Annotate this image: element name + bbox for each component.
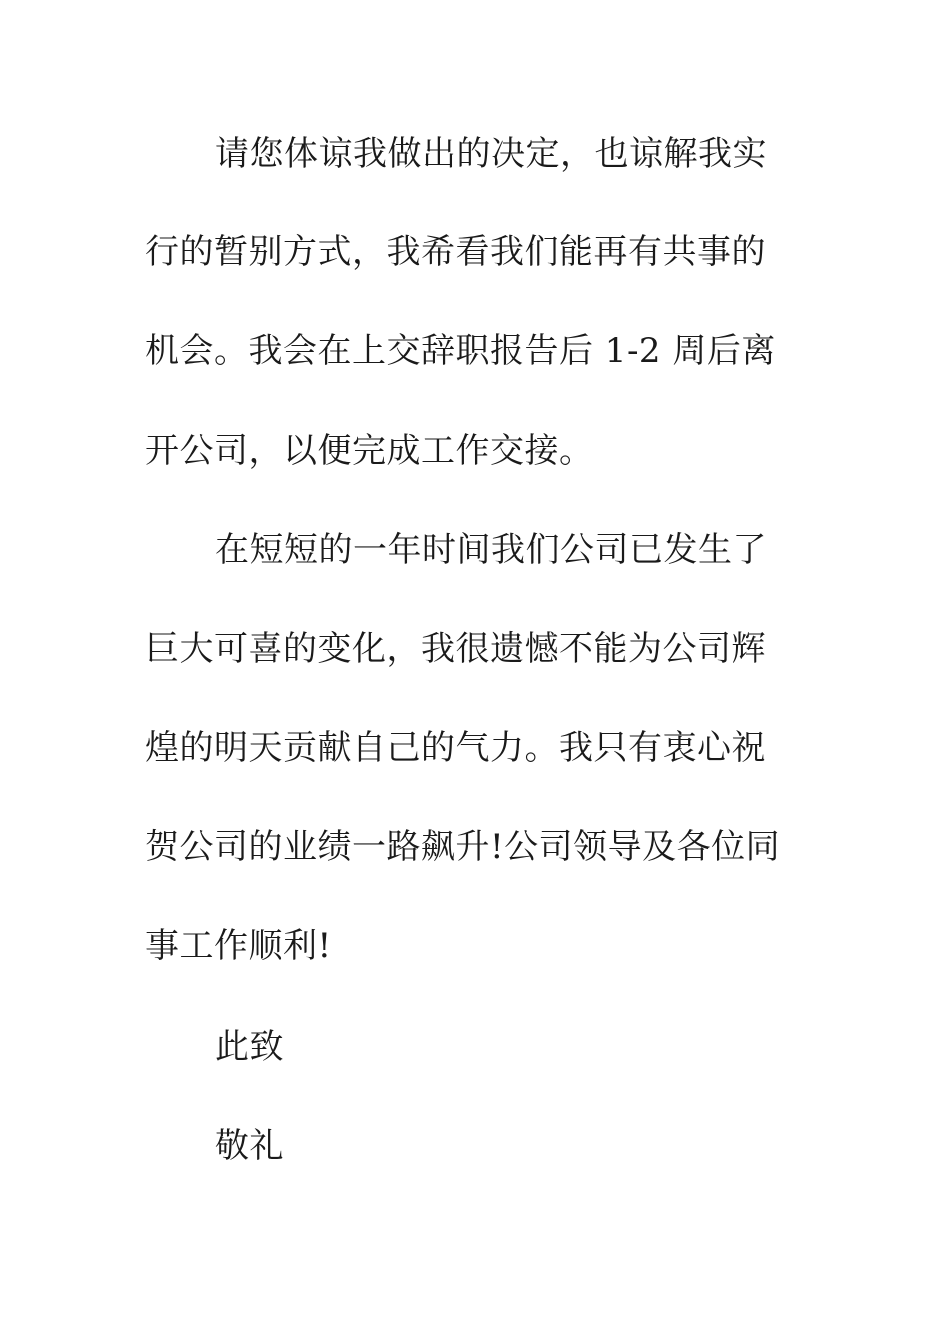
paragraph-2-line-2: 巨大可喜的变化，我很遗憾不能为公司辉 (145, 629, 766, 669)
paragraph-1-line-2: 行的暂别方式，我希看我们能再有共事的 (145, 232, 766, 272)
paragraph-2-line-5: 事工作顺利! (145, 926, 332, 966)
paragraph-1-line-3: 机会。我会在上交辞职报告后 1-2 周后离 (145, 331, 776, 371)
paragraph-2-line-4: 贺公司的业绩一路飙升!公司领导及各位同 (145, 827, 781, 867)
paragraph-2-line-3: 煌的明天贡献自己的气力。我只有衷心祝 (145, 728, 766, 768)
closing-regards: 敬礼 (215, 1126, 284, 1166)
closing-salutation: 此致 (215, 1027, 284, 1067)
paragraph-1-line-1: 请您体谅我做出的决定，也谅解我实 (215, 134, 767, 174)
paragraph-2-line-1: 在短短的一年时间我们公司已发生了 (215, 530, 767, 570)
paragraph-1-line-4: 开公司，以便完成工作交接。 (145, 431, 594, 471)
